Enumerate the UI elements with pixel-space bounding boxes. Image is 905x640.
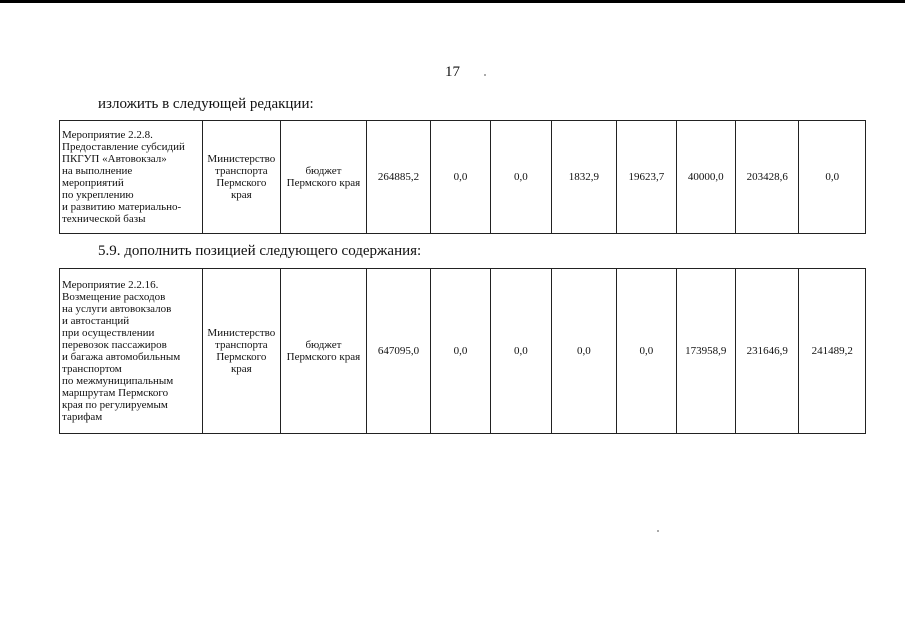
responsible-cell — [203, 121, 281, 234]
value-year-2: 0,0 — [491, 121, 551, 234]
funding-source: бюджет Пермского края — [286, 165, 361, 189]
value-year-6: 203428,6 — [735, 121, 798, 234]
value-total: 264885,2 — [367, 121, 430, 234]
instruction-text: изложить в следующей редакции: — [98, 96, 314, 112]
scan-speck — [484, 74, 486, 76]
scan-edge — [0, 0, 905, 3]
responsible-executor: Министерство транспорта Пермского края — [207, 153, 276, 201]
responsible-cell — [203, 269, 281, 434]
instruction-text: 5.9. дополнить позицией следующего содержания: — [98, 243, 422, 259]
value-year-3: 0,0 — [551, 269, 616, 434]
table-row — [60, 121, 866, 234]
value-year-4: 19623,7 — [617, 121, 676, 234]
measure-table-2 — [59, 268, 866, 434]
value-year-1: 0,0 — [430, 269, 490, 434]
value-year-5: 40000,0 — [676, 121, 735, 234]
measure-table-1 — [59, 120, 866, 234]
value-year-7: 0,0 — [799, 121, 866, 234]
value-year-1: 0,0 — [430, 121, 490, 234]
value-year-3: 1832,9 — [551, 121, 616, 234]
value-year-5: 173958,9 — [676, 269, 735, 434]
value-year-6: 231646,9 — [735, 269, 798, 434]
measure-name: Мероприятие 2.2.16. Возмещение расходов на услуги автовокзалов и автостанций при осуществлении перевозок пассажиров и багажа автомобильным транспортом по межмуниципальным маршрутам Пермского края по регулируемым тарифам — [62, 279, 181, 423]
scan-speck — [657, 530, 659, 532]
page-number: 17 — [445, 64, 460, 80]
measure-name: Мероприятие 2.2.8. Предоставление субсидий ПКГУП «Автовокзал» на выполнение мероприятий по укреплению и развитию материально- технической базы — [62, 129, 185, 225]
value-total: 647095,0 — [367, 269, 430, 434]
measure-name-cell — [60, 269, 203, 434]
table-row — [60, 269, 866, 434]
funding-source: бюджет Пермского края — [286, 339, 361, 363]
funding-source-cell — [280, 269, 367, 434]
responsible-executor: Министерство транспорта Пермского края — [207, 327, 276, 375]
measure-name-cell — [60, 121, 203, 234]
value-year-7: 241489,2 — [799, 269, 866, 434]
funding-source-cell — [280, 121, 367, 234]
value-year-2: 0,0 — [491, 269, 551, 434]
value-year-4: 0,0 — [617, 269, 676, 434]
